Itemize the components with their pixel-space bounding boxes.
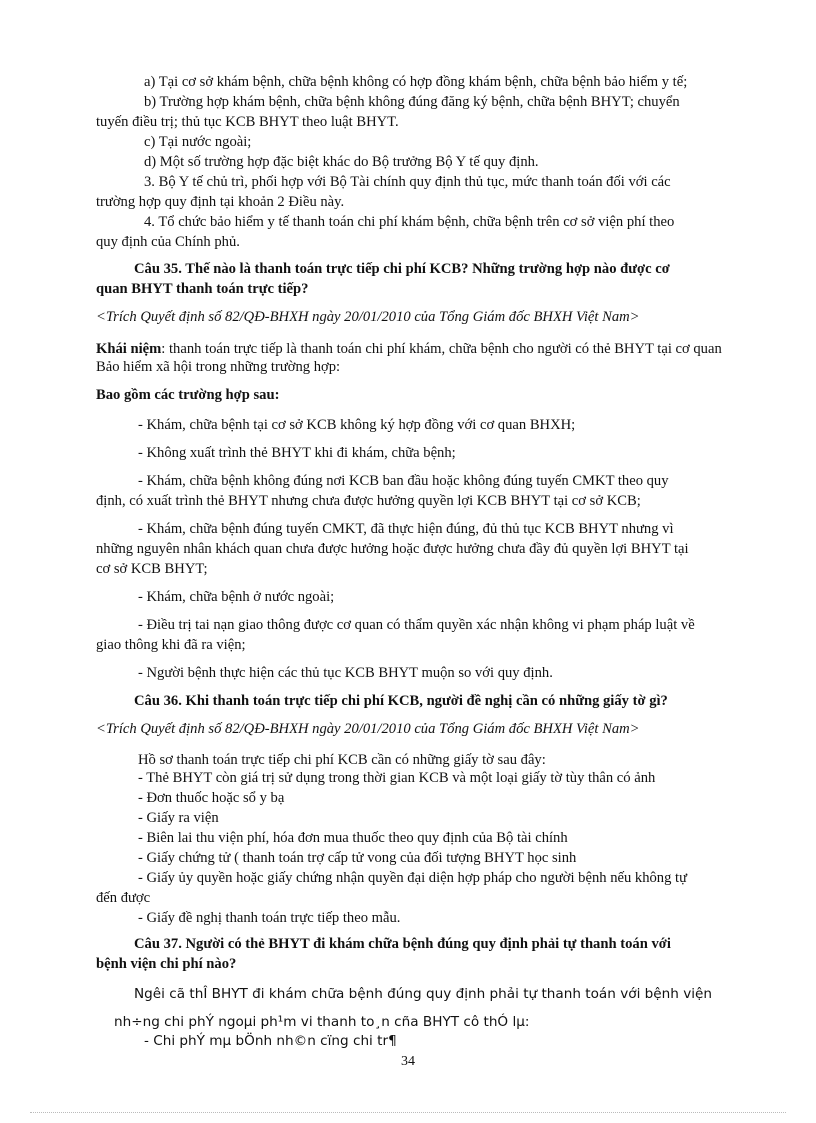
list-item: - Giấy chứng tử ( thanh toán trợ cấp tử vong của đối tượng BHYT học sinh	[138, 850, 577, 866]
list-item: - Thẻ BHYT còn giá trị sử dụng trong thời gian KCB và một loại giấy tờ tùy thân có ảnh	[138, 770, 656, 786]
page-number: 34	[401, 1054, 415, 1069]
list-item: - Giấy ủy quyền hoặc giấy chứng nhận quyền đại diện hợp pháp cho người bệnh nếu không tự	[138, 870, 688, 886]
section-heading: Bao gồm các trường hợp sau:	[96, 387, 280, 403]
term-definition: : thanh toán trực tiếp là thanh toán chi phí khám, chữa bệnh cho người có thẻ BHYT tại cơ quan	[161, 341, 722, 357]
body-line: 3. Bộ Y tế chủ trì, phối hợp với Bộ Tài chính quy định thủ tục, mức thanh toán đối với các	[144, 174, 671, 190]
list-item: cơ sở KCB BHYT;	[96, 561, 208, 577]
list-item: - Người bệnh thực hiện các thủ tục KCB BHYT muộn so với quy định.	[138, 665, 553, 681]
list-item: - Khám, chữa bệnh không đúng nơi KCB ban đầu hoặc không đúng tuyến CMKT theo quy	[138, 473, 669, 489]
body-line: trường hợp quy định tại khoản 2 Điều này.	[96, 194, 345, 210]
list-item: - Không xuất trình thẻ BHYT khi đi khám, chữa bệnh;	[138, 445, 456, 461]
body-line: Bảo hiểm xã hội trong những trường hợp:	[96, 359, 341, 375]
body-line: quy định của Chính phủ.	[96, 234, 240, 250]
list-item: những nguyên nhân khách quan chưa được hưởng hoặc được hưởng chưa đầy đủ quyền lợi BHYT tại	[96, 541, 689, 557]
list-item: - Khám, chữa bệnh ở nước ngoài;	[138, 589, 335, 605]
body-line: b) Trường hợp khám bệnh, chữa bệnh không đúng đăng ký bệnh, chữa bệnh BHYT; chuyển	[144, 94, 680, 110]
question-heading: Câu 35. Thế nào là thanh toán trực tiếp chi phí KCB? Những trường hợp nào được cơ	[134, 261, 670, 277]
list-item: giao thông khi đã ra viện;	[96, 637, 246, 653]
body-line: Ngêi cã thÎ BHYT đi khám chữa bệnh đúng quy định phải tự thanh toán với bệnh viện	[134, 986, 713, 1002]
list-item: - Biên lai thu viện phí, hóa đơn mua thuốc theo quy định của Bộ tài chính	[138, 830, 568, 846]
list-item: - Chi phÝ mµ bÖnh nh©n cïng chi tr¶	[144, 1033, 397, 1049]
question-heading: quan BHYT thanh toán trực tiếp?	[96, 281, 309, 297]
body-line: c) Tại nước ngoài;	[144, 134, 252, 150]
body-line: 4. Tổ chức bảo hiểm y tế thanh toán chi phí khám bệnh, chữa bệnh trên cơ sở viện phí theo	[144, 214, 675, 230]
list-item: - Khám, chữa bệnh đúng tuyến CMKT, đã thực hiện đúng, đủ thủ tục KCB BHYT nhưng vì	[138, 521, 674, 537]
citation: <Trích Quyết định số 82/QĐ-BHXH ngày 20/01/2010 của Tổng Giám đốc BHXH Việt Nam>	[96, 721, 640, 737]
list-item: - Khám, chữa bệnh tại cơ sở KCB không ký hợp đồng với cơ quan BHXH;	[138, 417, 576, 433]
list-item: đến được	[96, 890, 151, 906]
body-line: a) Tại cơ sở khám bệnh, chữa bệnh không có hợp đồng khám bệnh, chữa bệnh bảo hiểm y tế;	[144, 74, 688, 90]
question-heading: Câu 36. Khi thanh toán trực tiếp chi phí KCB, người đề nghị cần có những giấy tờ gì?	[134, 693, 668, 709]
body-line: tuyến điều trị; thủ tục KCB BHYT theo luật BHYT.	[96, 114, 399, 130]
citation: <Trích Quyết định số 82/QĐ-BHXH ngày 20/01/2010 của Tổng Giám đốc BHXH Việt Nam>	[96, 309, 640, 325]
list-item: - Giấy ra viện	[138, 810, 219, 826]
list-item: - Đơn thuốc hoặc sổ y bạ	[138, 790, 285, 806]
question-heading: Câu 37. Người có thẻ BHYT đi khám chữa bệnh đúng quy định phải tự thanh toán với	[134, 936, 671, 952]
term-label: Khái niệm	[96, 341, 162, 357]
page-bottom-divider	[30, 1112, 786, 1113]
list-item: - Giấy đề nghị thanh toán trực tiếp theo mẫu.	[138, 910, 401, 926]
body-line: nh÷ng chi phÝ ngoµi ph¹m vi thanh to¸n cña BHYT cô thÓ lµ:	[114, 1014, 530, 1030]
list-item: - Điều trị tai nạn giao thông được cơ quan có thẩm quyền xác nhận không vi phạm pháp luật về	[138, 617, 695, 633]
body-line	[96, 340, 722, 358]
list-item: định, có xuất trình thẻ BHYT nhưng chưa được hưởng quyền lợi KCB BHYT tại cơ sở KCB;	[96, 493, 641, 509]
question-heading: bệnh viện chi phí nào?	[96, 956, 237, 972]
body-line: d) Một số trường hợp đặc biệt khác do Bộ trưởng Bộ Y tế quy định.	[144, 154, 539, 170]
body-line: Hồ sơ thanh toán trực tiếp chi phí KCB cần có những giấy tờ sau đây:	[138, 752, 546, 768]
